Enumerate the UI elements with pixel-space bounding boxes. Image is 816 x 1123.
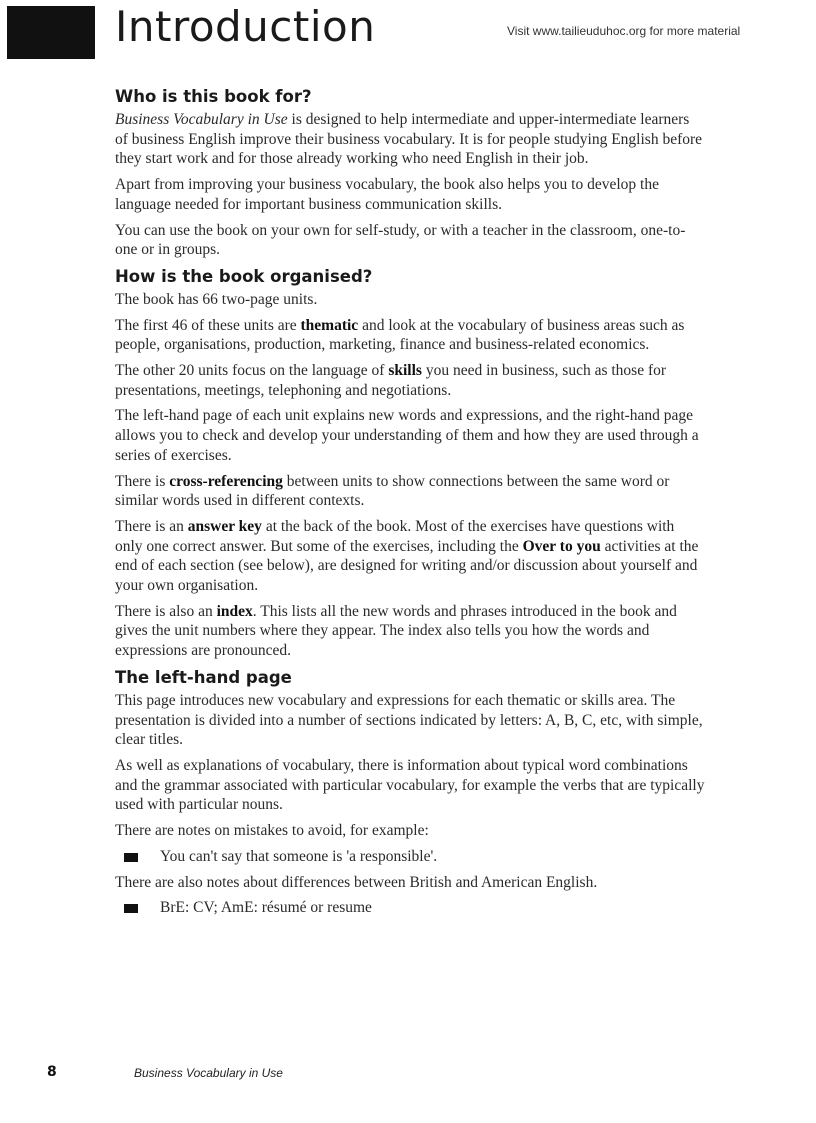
- paragraph: This page introduces new vocabulary and expressions for each thematic or skills area. The presentation is divided into a number of sections indicated by letters: A, B, C, etc, with simple, clear titles.: [115, 691, 703, 749]
- bullet-item: BrE: CV; AmE: résumé or resume: [115, 898, 705, 918]
- paragraph: The first 46 of these units are thematic and look at the vocabulary of business areas such as people, organisations, production, marketing, finance and business-related economics.: [115, 316, 685, 354]
- footer-book-title: Business Vocabulary in Use: [134, 1066, 283, 1080]
- paragraph: The left-hand page of each unit explains new words and expressions, and the right-hand page allows you to check and develop your understanding of them and how they are used through a series of exercises.: [115, 407, 699, 464]
- paragraph: Apart from improving your business vocabulary, the book also helps you to develop the language needed for important business communication skills.: [115, 176, 659, 213]
- section-heading-who: Who is this book for?: [115, 87, 312, 106]
- section-heading-organised: How is the book organised?: [115, 266, 373, 286]
- keyword-index: index: [216, 602, 253, 620]
- section-heading-left-hand-page: The left-hand page: [115, 667, 292, 687]
- square-bullet-icon: [124, 904, 138, 913]
- paragraph: There are also notes about differences between British and American English.: [115, 873, 598, 891]
- keyword-cross-referencing: cross-referencing: [169, 472, 283, 490]
- paragraph: As well as explanations of vocabulary, there is information about typical word combinations and the grammar associated with particular vocabulary, for example the verbs that are typically used with particular nouns.: [115, 756, 705, 814]
- paragraph: There is also an index. This lists all the new words and phrases introduced in the book and gives the unit numbers where they appear. The index also tells you how the words and expressions are pronounced.: [115, 602, 677, 660]
- book-title-italic: Business Vocabulary in Use: [115, 111, 288, 128]
- paragraph: The other 20 units focus on the language of skills you need in business, such as those for presentations, meetings, telephoning and negotiations.: [115, 362, 667, 399]
- keyword-thematic: thematic: [300, 316, 359, 334]
- keyword-skills: skills: [388, 362, 422, 380]
- paragraph: There is cross-referencing between units to show connections between the same word or similar words used in different contexts.: [115, 472, 670, 510]
- header-note: Visit www.tailieuduhoc.org for more material: [507, 24, 741, 38]
- paragraph: There is an answer key at the back of the book. Most of the exercises have questions with only one correct answer. But some of the exercises, including the Over to you activities at the end of each section (see below), are designed for writing and/or discussion about yourself and your own organisation.: [115, 517, 699, 595]
- keyword-answer-key: answer key: [187, 517, 262, 535]
- paragraph: You can use the book on your own for self-study, or with a teacher in the classroom, one-to-one or in groups.: [115, 221, 686, 259]
- page-content: [115, 86, 705, 924]
- page-number: 8: [47, 1064, 57, 1080]
- page-title: Introduction: [115, 2, 376, 51]
- square-bullet-icon: [124, 853, 138, 862]
- paragraph: There are notes on mistakes to avoid, for example:: [115, 822, 429, 840]
- keyword-over-to-you: Over to you: [522, 537, 601, 555]
- bullet-item: You can't say that someone is 'a responsible'.: [115, 847, 705, 867]
- chapter-tab-marker: [7, 6, 95, 59]
- paragraph: The book has 66 two-page units.: [115, 290, 318, 308]
- paragraph: Business Vocabulary in Use is designed to help intermediate and upper-intermediate learners of business English improve their business vocabulary. It is for people studying English before they start work and for those already working who need English in their job.: [115, 111, 703, 168]
